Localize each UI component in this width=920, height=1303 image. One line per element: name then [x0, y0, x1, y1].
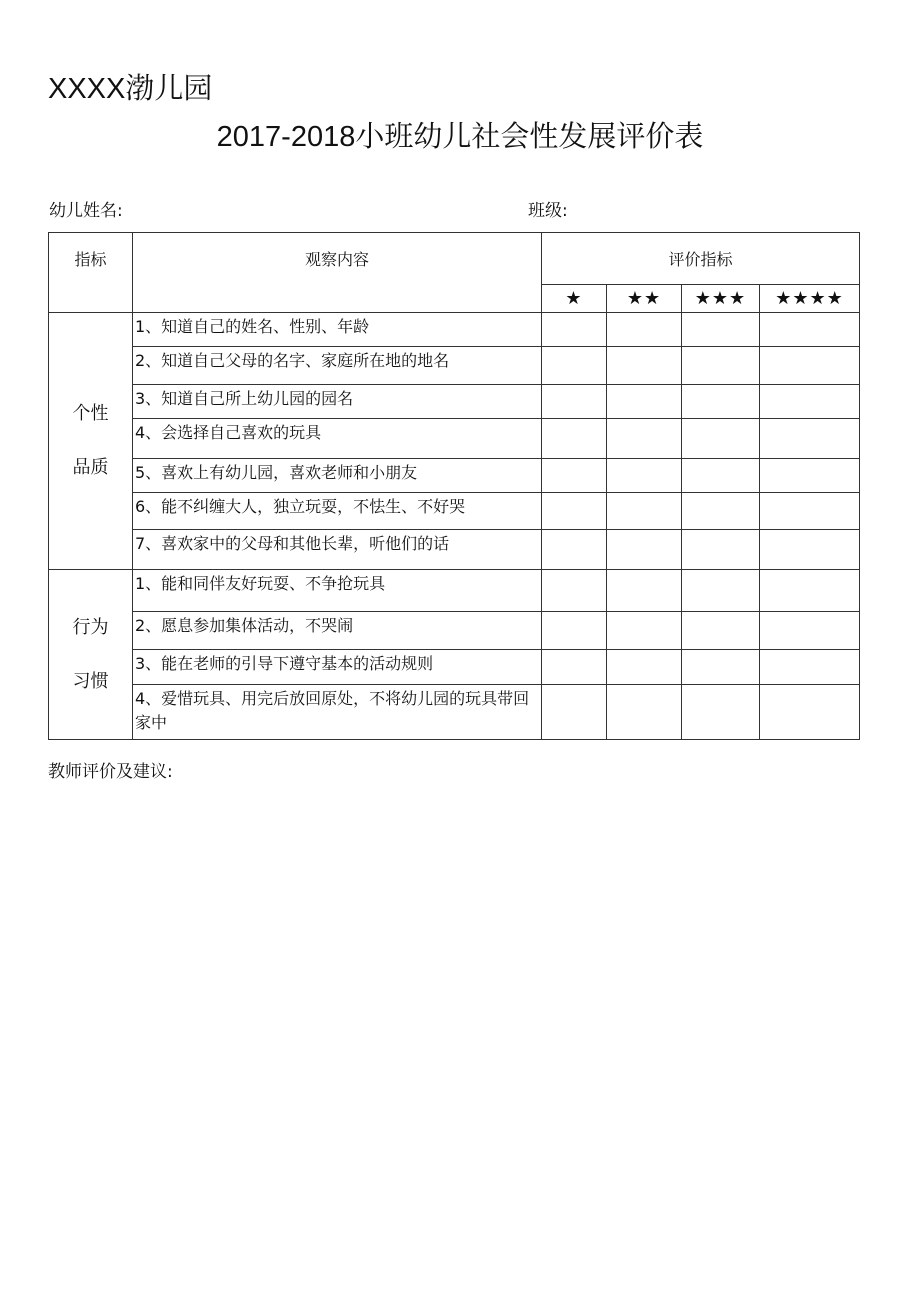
rating-cell[interactable]	[607, 493, 682, 530]
rating-cell[interactable]	[682, 313, 760, 347]
header-indicator: 指标	[49, 233, 133, 313]
rating-cell[interactable]	[607, 612, 682, 650]
rating-cell[interactable]	[607, 685, 682, 740]
observation-item: 7、喜欢家中的父母和其他长辈，听他们的话	[133, 530, 542, 570]
teacher-remarks-label: 教师评价及建议:	[48, 762, 173, 782]
rating-cell[interactable]	[607, 385, 682, 419]
rating-cell[interactable]	[542, 530, 607, 570]
rating-cell[interactable]	[760, 347, 860, 385]
child-name-label: 幼儿姓名:	[49, 201, 123, 221]
rating-cell[interactable]	[682, 612, 760, 650]
rating-cell[interactable]	[542, 419, 607, 459]
header-evaluation: 评价指标	[542, 233, 860, 285]
category-line: 个性	[72, 403, 109, 424]
rating-cell[interactable]	[760, 650, 860, 685]
rating-cell[interactable]	[542, 650, 607, 685]
observation-item: 3、知道自己所上幼儿园的园名	[133, 385, 542, 419]
category-line: 品质	[72, 457, 109, 478]
kindergarten-name: XXXX渤儿园	[48, 73, 213, 105]
observation-item: 4、会选择自己喜欢的玩具	[133, 419, 542, 459]
rating-cell[interactable]	[542, 570, 607, 612]
category-behavior	[49, 570, 133, 740]
rating-cell[interactable]	[760, 612, 860, 650]
rating-cell[interactable]	[607, 347, 682, 385]
header-content: 观察内容	[133, 233, 542, 313]
rating-cell[interactable]	[760, 530, 860, 570]
rating-cell[interactable]	[682, 493, 760, 530]
observation-item: 6、能不纠缠大人，独立玩耍，不怯生、不好哭	[133, 493, 542, 530]
rating-cell[interactable]	[682, 530, 760, 570]
rating-cell[interactable]	[542, 685, 607, 740]
star-level-3: ★★★	[682, 285, 760, 313]
rating-cell[interactable]	[760, 313, 860, 347]
rating-cell[interactable]	[542, 313, 607, 347]
rating-cell[interactable]	[760, 459, 860, 493]
rating-cell[interactable]	[607, 313, 682, 347]
rating-cell[interactable]	[607, 419, 682, 459]
rating-cell[interactable]	[607, 570, 682, 612]
rating-cell[interactable]	[682, 685, 760, 740]
observation-item: 3、能在老师的引导下遵守基本的活动规则	[133, 650, 542, 685]
rating-cell[interactable]	[682, 650, 760, 685]
rating-cell[interactable]	[682, 459, 760, 493]
rating-cell[interactable]	[682, 570, 760, 612]
rating-cell[interactable]	[542, 459, 607, 493]
rating-cell[interactable]	[607, 459, 682, 493]
observation-item: 1、能和同伴友好玩耍、不争抢玩具	[133, 570, 542, 612]
observation-item: 1、知道自己的姓名、性别、年龄	[133, 313, 542, 347]
star-level-1: ★	[542, 285, 607, 313]
rating-cell[interactable]	[682, 385, 760, 419]
category-line: 习惯	[72, 670, 109, 692]
category-personality	[49, 313, 133, 570]
observation-item: 2、知道自己父母的名字、家庭所在地的地名	[133, 347, 542, 385]
rating-cell[interactable]	[682, 419, 760, 459]
observation-item: 2、愿息参加集体活动，不哭闹	[133, 612, 542, 650]
rating-cell[interactable]	[542, 385, 607, 419]
rating-cell[interactable]	[682, 347, 760, 385]
class-label: 班级:	[528, 201, 568, 221]
observation-item: 5、喜欢上有幼儿园，喜欢老师和小朋友	[133, 459, 542, 493]
rating-cell[interactable]	[607, 530, 682, 570]
category-line: 行为	[72, 616, 109, 638]
rating-cell[interactable]	[542, 612, 607, 650]
observation-item: 4、爱惜玩具、用完后放回原处，不将幼儿园的玩具带回家中	[133, 685, 542, 740]
rating-cell[interactable]	[607, 650, 682, 685]
star-level-4: ★★★★	[760, 285, 860, 313]
rating-cell[interactable]	[542, 347, 607, 385]
rating-cell[interactable]	[760, 570, 860, 612]
rating-cell[interactable]	[760, 493, 860, 530]
form-title: 2017-2018小班幼儿社会性发展评价表	[216, 121, 704, 153]
rating-cell[interactable]	[760, 385, 860, 419]
evaluation-table	[48, 232, 860, 740]
rating-cell[interactable]	[760, 685, 860, 740]
rating-cell[interactable]	[542, 493, 607, 530]
star-level-2: ★★	[607, 285, 682, 313]
rating-cell[interactable]	[760, 419, 860, 459]
